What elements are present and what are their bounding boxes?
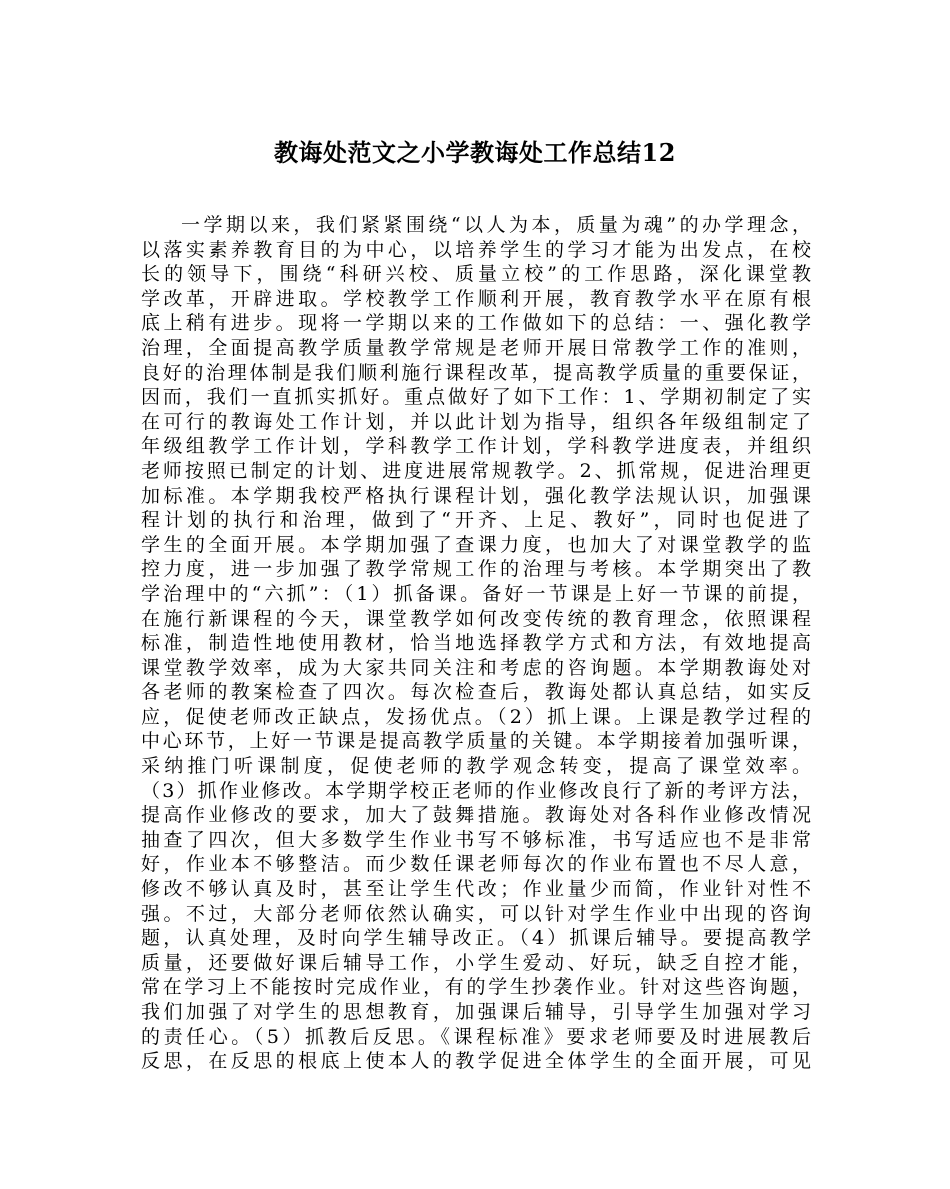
paragraph-line: 采纳推门听课制度，促使老师的教学观念转变，提高了课堂效率。 xyxy=(141,755,811,778)
paragraph-line: 修改不够认真及时，甚至让学生代改；作业量少而简，作业针对性不 xyxy=(141,878,811,901)
paragraph-line: 控力度，进一步加强了教学常规工作的治理与考核。本学期突出了教 xyxy=(141,558,811,581)
paragraph-line: 好，作业本不够整洁。而少数任课老师每次的作业布置也不尽人意， xyxy=(141,853,811,876)
paragraph-line: 的责任心。（5）抓教后反思。《课程标准》要求老师要及时进展教后 xyxy=(141,1025,811,1048)
paragraph-line: 抽查了四次，但大多数学生作业书写不够标准，书写适应也不是非常 xyxy=(141,828,811,851)
paragraph-line: 因而，我们一直抓实抓好。重点做好了如下工作：1、学期初制定了实 xyxy=(141,386,811,409)
paragraph-line: 质量，还要做好课后辅导工作，小学生爱动、好玩，缺乏自控才能， xyxy=(141,951,811,974)
paragraph-line: 学治理中的“六抓”：（1）抓备课。备好一节课是上好一节课的前提， xyxy=(141,582,811,605)
paragraph-line: 在可行的教诲处工作计划，并以此计划为指导，组织各年级组制定了 xyxy=(141,410,811,433)
paragraph-line: 一学期以来，我们紧紧围绕“以人为本，质量为魂”的办学理念， xyxy=(181,214,811,236)
paragraph-line: 学改革，开辟进取。学校教学工作顺利开展，教育教学水平在原有根 xyxy=(141,287,811,310)
paragraph-line: 常在学习上不能按时完成作业，有的学生抄袭作业。针对这些咨询题， xyxy=(141,976,811,999)
paragraph-line: 中心环节，上好一节课是提高教学质量的关键。本学期接着加强听课， xyxy=(141,730,811,753)
paragraph-line: （3）抓作业修改。本学期学校正老师的作业修改良行了新的考评方法， xyxy=(141,779,811,802)
paragraph-line: 以落实素养教育目的为中心，以培养学生的学习才能为出发点，在校 xyxy=(141,238,811,261)
paragraph-line: 课堂教学效率，成为大家共同关注和考虑的咨询题。本学期教诲处对 xyxy=(141,656,811,679)
document-body xyxy=(141,213,811,1074)
paragraph-line: 应，促使老师改正缺点，发扬优点。（2）抓上课。上课是教学过程的 xyxy=(141,705,811,728)
paragraph-line: 加标准。本学期我校严格执行课程计划，强化教学法规认识，加强课 xyxy=(141,484,811,507)
paragraph-line: 题，认真处理，及时向学生辅导改正。（4）抓课后辅导。要提高教学 xyxy=(141,927,811,950)
paragraph-line: 良好的治理体制是我们顺利施行课程改革，提高教学质量的重要保证， xyxy=(141,361,811,384)
document-title: 教诲处范文之小学教诲处工作总结12 xyxy=(274,138,676,167)
paragraph-line: 在施行新课程的今天，课堂教学如何改变传统的教育理念，依照课程 xyxy=(141,607,811,630)
paragraph-line: 治理，全面提高教学质量教学常规是老师开展日常教学工作的准则， xyxy=(141,336,811,359)
paragraph-line: 老师按照已制定的计划、进度进展常规教学。2、抓常规，促进治理更 xyxy=(141,459,811,482)
paragraph-line: 程计划的执行和治理，做到了“开齐、上足、教好”，同时也促进了 xyxy=(141,509,811,532)
paragraph-line: 提高作业修改的要求，加大了鼓舞措施。教诲处对各科作业修改情况 xyxy=(141,804,811,827)
paragraph-line: 学生的全面开展。本学期加强了查课力度，也加大了对课堂教学的监 xyxy=(141,533,811,556)
paragraph-line: 我们加强了对学生的思想教育，加强课后辅导，引导学生加强对学习 xyxy=(141,1001,811,1023)
paragraph-line: 反思，在反思的根底上使本人的教学促进全体学生的全面开展，可见 xyxy=(141,1050,811,1073)
paragraph-line: 强。不过，大部分老师依然认确实，可以针对学生作业中出现的咨询 xyxy=(141,902,811,925)
paragraph-line: 年级组教学工作计划，学科教学工作计划，学科教学进度表，并组织 xyxy=(141,435,811,458)
paragraph-line: 各老师的教案检查了四次。每次检查后，教诲处都认真总结，如实反 xyxy=(141,681,811,704)
paragraph-line: 长的领导下，围绕“科研兴校、质量立校”的工作思路，深化课堂教 xyxy=(141,263,811,286)
paragraph-line: 标准，制造性地使用教材，恰当地选择教学方式和方法，有效地提高 xyxy=(141,632,811,655)
paragraph-line: 底上稍有进步。现将一学期以来的工作做如下的总结：一、强化教学 xyxy=(141,312,811,335)
